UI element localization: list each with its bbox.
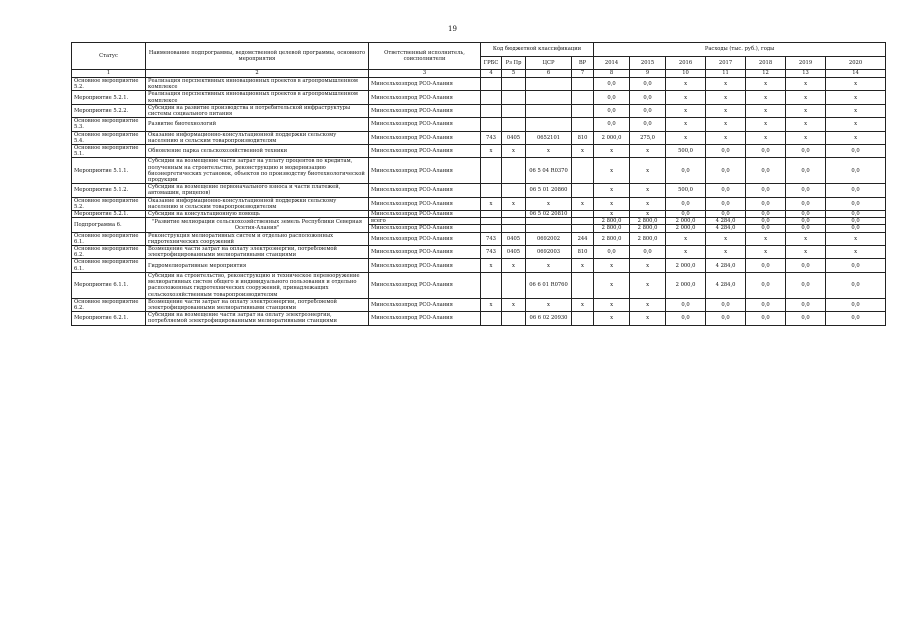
row-value-2018: 0,0 xyxy=(746,158,786,184)
row-code-grbs: 743 xyxy=(481,232,502,245)
row-status: Основное мероприятие 6.2. xyxy=(72,246,146,259)
row-value-2015: x xyxy=(630,145,666,158)
row-code-csr: 06 6 01 R0760 xyxy=(526,272,572,298)
row-value-2014: 2 000,0 xyxy=(594,131,630,144)
row-value-2015: 0,0 xyxy=(630,104,666,117)
row-value-2014: 0,0 xyxy=(594,91,630,104)
row-code-rzpr: x xyxy=(502,298,526,311)
row-code-vr xyxy=(572,91,594,104)
row-value-2018: 0,0 xyxy=(746,312,786,325)
row-value-2020: x xyxy=(826,232,886,245)
row-value-2017: 0,0 xyxy=(706,211,746,218)
row-value-2017: 0,0 xyxy=(706,184,746,197)
row-value-2017: 4 284,0 xyxy=(706,272,746,298)
row-code-csr: 06 5 01 20860 xyxy=(526,184,572,197)
table-row xyxy=(72,246,886,259)
row-name: Возмещение части затрат на оплату электроэнергии, потребляемой электрофицированными мелиоративными станциями xyxy=(146,298,369,311)
row-name: Субсидии на возмещение первоначального взноса и части платежей, автомашин, прицепов) xyxy=(146,184,369,197)
table-row xyxy=(72,184,886,197)
row-name: Субсидии на развитие производства и потребительской инфраструктуры системы социального питания xyxy=(146,104,369,117)
row-value-2020: x xyxy=(826,91,886,104)
row-status: Основное мероприятие 5.2. xyxy=(72,78,146,91)
row-status: Основное мероприятие 5.1. xyxy=(72,145,146,158)
subprogram-total-2016: 2 000,0 xyxy=(666,218,706,225)
row-value-2016: 2 000,0 xyxy=(666,259,706,272)
subprogram-status: Подпрограмма 6. xyxy=(72,218,146,232)
row-value-2014: x xyxy=(594,312,630,325)
row-value-2017: 0,0 xyxy=(706,158,746,184)
table-row xyxy=(72,78,886,91)
row-name: Субсидии на консультационную помощь xyxy=(146,211,369,218)
row-value-2020: x xyxy=(826,78,886,91)
row-value-2020: x xyxy=(826,131,886,144)
row-executor: Минсельхозпрод РСО-Алания xyxy=(369,197,481,210)
row-code-vr: x xyxy=(572,197,594,210)
row-executor: Минсельхозпрод РСО-Алания xyxy=(369,232,481,245)
row-value-2019: x xyxy=(786,232,826,245)
row-value-2014: x xyxy=(594,145,630,158)
row-code-csr: 06 5 04 R0370 xyxy=(526,158,572,184)
row-code-csr: x xyxy=(526,298,572,311)
row-code-grbs xyxy=(481,272,502,298)
table-row xyxy=(72,211,886,218)
row-value-2018: 0,0 xyxy=(746,298,786,311)
row-value-2017: x xyxy=(706,246,746,259)
row-value-2015: 2 800,0 xyxy=(630,232,666,245)
row-code-rzpr xyxy=(502,312,526,325)
row-name: Реконструкция мелиоративных систем и отдельно расположенных гидротехнических сооружений xyxy=(146,232,369,245)
row-value-2020: 0,0 xyxy=(826,197,886,210)
row-name: Оказание информационно-консультационной поддержки сельскому населению и сельским товаропроизводителям xyxy=(146,131,369,144)
row-value-2018: x xyxy=(746,91,786,104)
row-code-vr: 810 xyxy=(572,246,594,259)
row-value-2016: 500,0 xyxy=(666,184,706,197)
row-value-2017: x xyxy=(706,232,746,245)
row-code-vr xyxy=(572,211,594,218)
row-code-rzpr xyxy=(502,78,526,91)
row-executor: Минсельхозпрод РСО-Алания xyxy=(369,158,481,184)
row-value-2017: 0,0 xyxy=(706,298,746,311)
row-name: Субсидии на возмещение части затрат на оплату электроэнергии, потребляемой электрофицированными мелиоративными станциями xyxy=(146,312,369,325)
row-value-2016: x xyxy=(666,232,706,245)
header-status: Статус xyxy=(72,43,146,70)
row-value-2017: x xyxy=(706,131,746,144)
row-code-rzpr xyxy=(502,104,526,117)
column-number: 5 xyxy=(502,70,526,78)
header-budget-code: Код бюджетной классификации xyxy=(481,43,594,57)
row-executor: Минсельхозпрод РСО-Алания xyxy=(369,145,481,158)
header-name: Наименование подпрограммы, ведомственной целевой программы, основного мероприятия xyxy=(146,43,369,70)
row-value-2020: 0,0 xyxy=(826,211,886,218)
header-code-0: ГРБС xyxy=(481,57,502,70)
subprogram-value-2019: 0,0 xyxy=(786,225,826,232)
row-code-grbs: x xyxy=(481,197,502,210)
row-value-2014: 0,0 xyxy=(594,104,630,117)
row-code-rzpr xyxy=(502,158,526,184)
row-code-csr xyxy=(526,104,572,117)
row-value-2019: 0,0 xyxy=(786,259,826,272)
row-code-vr xyxy=(572,312,594,325)
row-executor: Минсельхозпрод РСО-Алания xyxy=(369,272,481,298)
row-value-2018: 0,0 xyxy=(746,259,786,272)
page-number: 19 xyxy=(448,25,457,33)
row-code-vr xyxy=(572,184,594,197)
row-code-csr: 06 5 02 20810 xyxy=(526,211,572,218)
row-value-2019: 0,0 xyxy=(786,312,826,325)
row-value-2018: x xyxy=(746,118,786,131)
row-status: Мероприятие 6.1.1. xyxy=(72,272,146,298)
row-value-2017: 0,0 xyxy=(706,145,746,158)
row-code-csr xyxy=(526,78,572,91)
row-value-2014: x xyxy=(594,158,630,184)
row-status: Основное мероприятие 6.2. xyxy=(72,298,146,311)
row-code-csr: 0652101 xyxy=(526,131,572,144)
row-value-2019: x xyxy=(786,91,826,104)
row-value-2020: 0,0 xyxy=(826,312,886,325)
row-executor: Минсельхозпрод РСО-Алания xyxy=(369,104,481,117)
header-year-2020: 2020 xyxy=(826,57,886,70)
row-executor: Минсельхозпрод РСО-Алания xyxy=(369,78,481,91)
row-value-2016: 0,0 xyxy=(666,312,706,325)
row-value-2014: x xyxy=(594,259,630,272)
row-value-2015: x xyxy=(630,158,666,184)
row-value-2020: 0,0 xyxy=(826,259,886,272)
row-code-vr xyxy=(572,158,594,184)
header-year-2019: 2019 xyxy=(786,57,826,70)
row-value-2020: 0,0 xyxy=(826,184,886,197)
header-year-2016: 2016 xyxy=(666,57,706,70)
row-status: Основное мероприятие 5.2. xyxy=(72,197,146,210)
column-number: 12 xyxy=(746,70,786,78)
table-row xyxy=(72,91,886,104)
row-value-2014: 0,0 xyxy=(594,246,630,259)
row-value-2018: 0,0 xyxy=(746,211,786,218)
row-value-2019: x xyxy=(786,104,826,117)
row-status: Мероприятие 5.2.1. xyxy=(72,211,146,218)
row-value-2016: x xyxy=(666,91,706,104)
row-value-2020: x xyxy=(826,118,886,131)
row-value-2019: x xyxy=(786,246,826,259)
row-value-2017: x xyxy=(706,104,746,117)
row-code-grbs xyxy=(481,91,502,104)
row-name: Реализация перспективных инновационных проектов в агропромышленном комплексе xyxy=(146,78,369,91)
row-value-2018: x xyxy=(746,232,786,245)
subprogram-value-2015: 2 800,0 xyxy=(630,225,666,232)
row-value-2019: 0,0 xyxy=(786,211,826,218)
row-value-2017: x xyxy=(706,91,746,104)
header-code-2: ЦСР xyxy=(526,57,572,70)
empty-cell xyxy=(502,218,526,225)
table-row xyxy=(72,145,886,158)
row-name: Оказание информационно-консультационной поддержки сельскому населению и сельским товаропроизводителям xyxy=(146,197,369,210)
row-status: Мероприятие 5.2.2. xyxy=(72,104,146,117)
row-code-vr xyxy=(572,104,594,117)
row-code-grbs: x xyxy=(481,298,502,311)
row-value-2016: x xyxy=(666,118,706,131)
row-value-2020: 0,0 xyxy=(826,158,886,184)
row-value-2020: 0,0 xyxy=(826,298,886,311)
row-name: Развитие биотехнологий xyxy=(146,118,369,131)
row-value-2018: 0,0 xyxy=(746,272,786,298)
column-number: 9 xyxy=(630,70,666,78)
row-value-2018: x xyxy=(746,78,786,91)
row-executor: Минсельхозпрод РСО-Алания xyxy=(369,131,481,144)
row-executor: Минсельхозпрод РСО-Алания xyxy=(369,259,481,272)
subprogram-total-2020: 0,0 xyxy=(826,218,886,225)
row-code-csr xyxy=(526,118,572,131)
header-year-2014: 2014 xyxy=(594,57,630,70)
column-number: 10 xyxy=(666,70,706,78)
column-number: 6 xyxy=(526,70,572,78)
row-value-2016: x xyxy=(666,246,706,259)
row-name: Субсидии на возмещение части затрат на уплату процентов по кредитам, полученным на строительство, реконструкцию и модернизацию биоэнергетических установок, объектов по производству биотехнологической продукции xyxy=(146,158,369,184)
subprogram-total-2018: 0,0 xyxy=(746,218,786,225)
row-code-csr: x xyxy=(526,197,572,210)
row-status: Мероприятие 5.1.1. xyxy=(72,158,146,184)
row-value-2014: x xyxy=(594,211,630,218)
row-value-2014: 0,0 xyxy=(594,78,630,91)
table-row xyxy=(72,158,886,184)
row-code-grbs xyxy=(481,211,502,218)
row-value-2015: x xyxy=(630,197,666,210)
table-row xyxy=(72,104,886,117)
empty-cell xyxy=(481,225,502,232)
table-row xyxy=(72,312,886,325)
row-value-2015: 275,0 xyxy=(630,131,666,144)
row-code-rzpr xyxy=(502,184,526,197)
row-value-2018: x xyxy=(746,131,786,144)
row-code-grbs xyxy=(481,118,502,131)
column-number: 14 xyxy=(826,70,886,78)
row-code-vr xyxy=(572,118,594,131)
subprogram-executor-total: всего xyxy=(369,218,481,225)
row-value-2018: x xyxy=(746,104,786,117)
row-value-2014: x xyxy=(594,272,630,298)
row-value-2016: x xyxy=(666,131,706,144)
row-value-2018: x xyxy=(746,246,786,259)
subprogram-total-2015: 2 800,0 xyxy=(630,218,666,225)
row-code-rzpr: x xyxy=(502,197,526,210)
row-name: Гидромелиоративные мероприятия xyxy=(146,259,369,272)
row-code-grbs xyxy=(481,104,502,117)
subprogram-total-2014: 2 800,0 xyxy=(594,218,630,225)
row-executor: Минсельхозпрод РСО-Алания xyxy=(369,184,481,197)
subprogram-value-2020: 0,0 xyxy=(826,225,886,232)
empty-cell xyxy=(572,225,594,232)
column-number: 13 xyxy=(786,70,826,78)
subprogram-row xyxy=(72,218,886,225)
row-value-2015: x xyxy=(630,272,666,298)
column-number: 11 xyxy=(706,70,746,78)
empty-cell xyxy=(481,218,502,225)
row-value-2020: 0,0 xyxy=(826,145,886,158)
row-code-vr xyxy=(572,78,594,91)
row-value-2016: 2 000,0 xyxy=(666,272,706,298)
row-value-2015: 0,0 xyxy=(630,78,666,91)
row-code-grbs: 743 xyxy=(481,131,502,144)
row-value-2015: x xyxy=(630,312,666,325)
row-value-2020: x xyxy=(826,246,886,259)
row-executor: Минсельхозпрод РСО-Алания xyxy=(369,91,481,104)
row-code-grbs: 743 xyxy=(481,246,502,259)
row-executor: Минсельхозпрод РСО-Алания xyxy=(369,246,481,259)
subprogram-value-2014: 2 800,0 xyxy=(594,225,630,232)
row-code-rzpr: x xyxy=(502,259,526,272)
row-code-csr: 06 6 02 20930 xyxy=(526,312,572,325)
row-value-2017: x xyxy=(706,78,746,91)
empty-cell xyxy=(572,218,594,225)
row-status: Основное мероприятие 5.4. xyxy=(72,131,146,144)
row-value-2019: 0,0 xyxy=(786,158,826,184)
column-number: 7 xyxy=(572,70,594,78)
row-value-2015: x xyxy=(630,211,666,218)
row-value-2019: 0,0 xyxy=(786,145,826,158)
row-status: Мероприятие 5.2.1. xyxy=(72,91,146,104)
column-number: 4 xyxy=(481,70,502,78)
row-value-2019: x xyxy=(786,78,826,91)
row-code-grbs: x xyxy=(481,145,502,158)
row-status: Мероприятие 5.1.2. xyxy=(72,184,146,197)
subprogram-executor: Минсельхозпрод РСО-Алания xyxy=(369,225,481,232)
row-value-2016: 0,0 xyxy=(666,211,706,218)
row-value-2019: 0,0 xyxy=(786,298,826,311)
subprogram-value-2016: 2 000,0 xyxy=(666,225,706,232)
column-number: 2 xyxy=(146,70,369,78)
row-name: Возмещение части затрат на оплату электроэнергии, потребляемой электрофицированными мелиоративными станциями xyxy=(146,246,369,259)
table-row xyxy=(72,298,886,311)
table-row xyxy=(72,197,886,210)
row-code-csr xyxy=(526,91,572,104)
row-code-rzpr xyxy=(502,91,526,104)
row-name: Реализация перспективных инновационных проектов в агропромышленном комплексе xyxy=(146,91,369,104)
row-value-2016: 0,0 xyxy=(666,197,706,210)
row-code-rzpr xyxy=(502,211,526,218)
row-code-csr: x xyxy=(526,145,572,158)
row-value-2014: 2 800,0 xyxy=(594,232,630,245)
row-code-rzpr xyxy=(502,118,526,131)
row-value-2017: 0,0 xyxy=(706,197,746,210)
row-value-2015: 0,0 xyxy=(630,118,666,131)
row-code-vr: 810 xyxy=(572,131,594,144)
row-code-vr: x xyxy=(572,259,594,272)
table-row xyxy=(72,118,886,131)
table-row xyxy=(72,272,886,298)
header-code-1: Рз Пр xyxy=(502,57,526,70)
row-status: Основное мероприятие 5.3. xyxy=(72,118,146,131)
row-value-2016: 0,0 xyxy=(666,298,706,311)
row-code-rzpr xyxy=(502,272,526,298)
row-value-2015: x xyxy=(630,259,666,272)
row-value-2019: 0,0 xyxy=(786,197,826,210)
row-code-rzpr: 0405 xyxy=(502,232,526,245)
row-value-2019: x xyxy=(786,131,826,144)
row-code-grbs xyxy=(481,158,502,184)
row-value-2015: 0,0 xyxy=(630,246,666,259)
budget-table xyxy=(71,42,886,326)
row-executor: Минсельхозпрод РСО-Алания xyxy=(369,312,481,325)
row-executor: Минсельхозпрод РСО-Алания xyxy=(369,298,481,311)
row-code-vr: x xyxy=(572,298,594,311)
row-code-vr: x xyxy=(572,145,594,158)
row-value-2018: 0,0 xyxy=(746,145,786,158)
row-value-2015: 0,0 xyxy=(630,91,666,104)
row-value-2017: 0,0 xyxy=(706,312,746,325)
row-code-grbs xyxy=(481,78,502,91)
table-row xyxy=(72,232,886,245)
row-value-2019: x xyxy=(786,118,826,131)
row-value-2019: 0,0 xyxy=(786,272,826,298)
row-value-2019: 0,0 xyxy=(786,184,826,197)
column-number: 8 xyxy=(594,70,630,78)
row-code-grbs xyxy=(481,184,502,197)
empty-cell xyxy=(502,225,526,232)
subprogram-value-2017: 4 284,0 xyxy=(706,225,746,232)
row-value-2016: x xyxy=(666,104,706,117)
header-year-2015: 2015 xyxy=(630,57,666,70)
row-value-2018: 0,0 xyxy=(746,197,786,210)
row-value-2020: x xyxy=(826,104,886,117)
row-code-grbs xyxy=(481,312,502,325)
header-year-2017: 2017 xyxy=(706,57,746,70)
header-code-3: ВР xyxy=(572,57,594,70)
row-value-2016: 500,0 xyxy=(666,145,706,158)
row-value-2015: x xyxy=(630,184,666,197)
row-status: Основное мероприятие 6.1. xyxy=(72,259,146,272)
row-value-2017: x xyxy=(706,118,746,131)
row-code-csr: 0692003 xyxy=(526,246,572,259)
column-number: 3 xyxy=(369,70,481,78)
header-executor: Ответственный исполнитель, соисполнители xyxy=(369,43,481,70)
row-executor: Минсельхозпрод РСО-Алания xyxy=(369,118,481,131)
row-code-csr: x xyxy=(526,259,572,272)
row-status: Мероприятие 6.2.1. xyxy=(72,312,146,325)
row-code-vr: 244 xyxy=(572,232,594,245)
row-value-2016: 0,0 xyxy=(666,158,706,184)
row-value-2016: x xyxy=(666,78,706,91)
row-value-2015: x xyxy=(630,298,666,311)
row-value-2014: x xyxy=(594,197,630,210)
table-row xyxy=(72,131,886,144)
row-value-2014: x xyxy=(594,184,630,197)
row-value-2014: x xyxy=(594,298,630,311)
row-code-rzpr: 0405 xyxy=(502,246,526,259)
row-code-grbs: x xyxy=(481,259,502,272)
empty-cell xyxy=(526,225,572,232)
row-code-rzpr: 0405 xyxy=(502,131,526,144)
subprogram-total-2019: 0,0 xyxy=(786,218,826,225)
row-value-2014: 0,0 xyxy=(594,118,630,131)
subprogram-value-2018: 0,0 xyxy=(746,225,786,232)
subprogram-total-2017: 4 284,0 xyxy=(706,218,746,225)
row-executor: Минсельхозпрод РСО-Алания xyxy=(369,211,481,218)
row-name: Субсидии на строительство, реконструкцию и техническое перевооружение мелиоративных систем общего и индивидуального пользования и отдельно расположенных гидротехнических сооружений, принадлежащих сельскохозяйственным товаропроизводителям xyxy=(146,272,369,298)
empty-cell xyxy=(526,218,572,225)
header-year-2018: 2018 xyxy=(746,57,786,70)
row-value-2017: 4 284,0 xyxy=(706,259,746,272)
header-expenses: Расходы (тыс. руб.), годы xyxy=(594,43,886,57)
column-number: 1 xyxy=(72,70,146,78)
row-value-2020: 0,0 xyxy=(826,272,886,298)
row-code-vr xyxy=(572,272,594,298)
row-status: Основное мероприятие 6.1. xyxy=(72,232,146,245)
table-row xyxy=(72,259,886,272)
row-name: Обновление парка сельскохозяйственной техники xyxy=(146,145,369,158)
row-value-2018: 0,0 xyxy=(746,184,786,197)
subprogram-name: "Развитие мелиорации сельскохозяйственных земель Республики Северная Осетия-Алания" xyxy=(146,218,369,232)
row-code-csr: 0692002 xyxy=(526,232,572,245)
row-code-rzpr: x xyxy=(502,145,526,158)
